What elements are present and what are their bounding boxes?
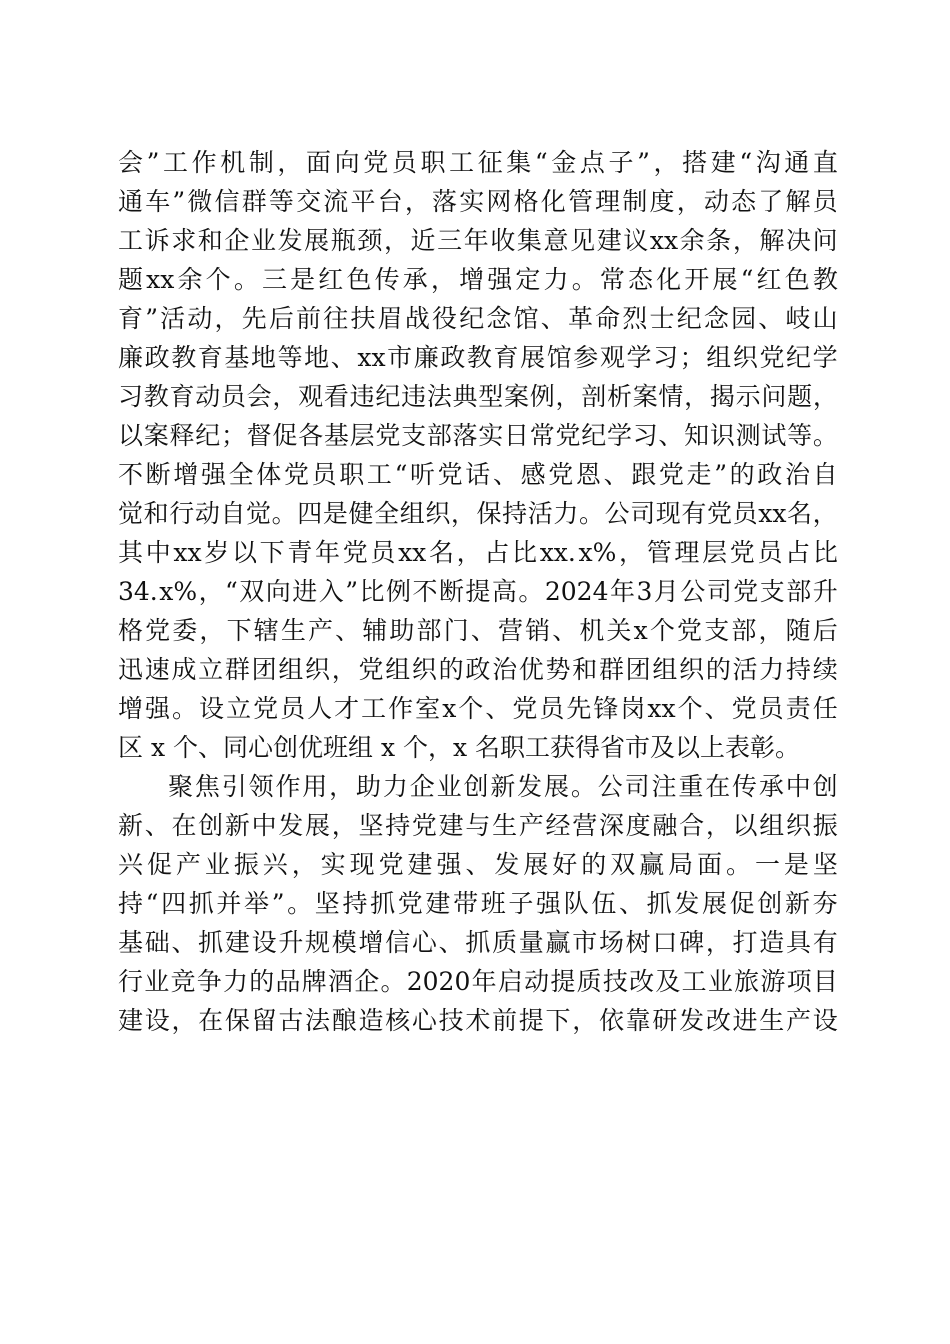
text-line: 新 、 在 创 新 中 发 展 ， 坚 持 党 建 与 生 产 经 营 深 度 融 合 ， 以 组 织 振: [118, 811, 838, 840]
text-line: 工 诉 求 和 企 业 发 展 瓶 颈 ， 近 三 年 收 集 意 见 建 议 xx 余 条 ， 解 决 问: [118, 226, 838, 255]
text-line: 习 教 育 动 员 会 ， 观 看 违 纪 违 法 典 型 案 例 ， 剖 析 案 情 ， 揭 示 问 题 ，: [118, 382, 838, 411]
text-line: 区 x 个、同心创优班组 x 个，x 名职工获得省市及以上表彰。: [118, 733, 801, 762]
text-line: 其 中 xx 岁 以 下 青 年 党 员 xx 名 ， 占 比 xx. x% ， 管 理 层 党 员 占 比: [118, 538, 838, 567]
text-line: 不 断 增 强 全 体 党 员 职 工 “ 听 党 话 、 感 党 恩 、 跟 党 走 ” 的 政 治 自: [118, 460, 838, 489]
text-line: 廉 政 教 育 基 地 等 地 、 xx 市 廉 政 教 育 展 馆 参 观 学 习 ； 组 织 党 纪 学: [118, 343, 838, 372]
text-line: 会 ” 工 作 机 制 ， 面 向 党 员 职 工 征 集 “ 金 点 子 ” ， 搭 建 “ 沟 通 直: [118, 148, 838, 177]
text-line: 通 车 ” 微 信 群 等 交 流 平 台 ， 落 实 网 格 化 管 理 制 度 ， 动 态 了 解 员: [118, 187, 838, 216]
text-line: 增 强 。 设 立 党 员 人 才 工 作 室 x 个 、 党 员 先 锋 岗 xx 个 、 党 员 责 任: [118, 694, 838, 723]
text-line: 迅 速 成 立 群 团 组 织 ， 党 组 织 的 政 治 优 势 和 群 团 组 织 的 活 力 持 续: [118, 655, 838, 684]
text-line: 以 案 释 纪 ； 督 促 各 基 层 党 支 部 落 实 日 常 党 纪 学 习 、 知 识 测 试 等 。: [118, 421, 838, 450]
text-line: 行 业 竞 争 力 的 品 牌 酒 企 。 2020 年 启 动 提 质 技 改 及 工 业 旅 游 项 目: [118, 967, 838, 996]
text-line: 育 ” 活 动 ， 先 后 前 往 扶 眉 战 役 纪 念 馆 、 革 命 烈 士 纪 念 园 、 岐 山: [118, 304, 838, 333]
text-line: 觉 和 行 动 自 觉 。 四 是 健 全 组 织 ， 保 持 活 力 。 公 司 现 有 党 员 xx 名 ，: [118, 499, 838, 528]
text-line: 建 设 ， 在 保 留 古 法 酿 造 核 心 技 术 前 提 下 ， 依 靠 研 发 改 进 生 产 设: [118, 1006, 838, 1035]
text-line: 题 xx 余 个 。 三 是 红 色 传 承 ， 增 强 定 力 。 常 态 化 开 展 “ 红 色 教: [118, 265, 838, 294]
paragraph-first-line: 聚 焦 引 领 作 用 ， 助 力 企 业 创 新 发 展 。 公 司 注 重 在 传 承 中 创: [168, 772, 838, 801]
document-body: [118, 143, 838, 1040]
text-line: 持 “ 四 抓 并 举 ” 。 坚 持 抓 党 建 带 班 子 强 队 伍 、 抓 发 展 促 创 新 夯: [118, 889, 838, 918]
text-line: 基 础 、 抓 建 设 升 规 模 增 信 心 、 抓 质 量 赢 市 场 树 口 碑 ， 打 造 具 有: [118, 928, 838, 957]
text-line: 兴 促 产 业 振 兴 ， 实 现 党 建 强 、 发 展 好 的 双 赢 局 面 。 一 是 坚: [118, 850, 838, 879]
text-line: 34. x% ， “ 双 向 进 入 ” 比 例 不 断 提 高 。 2024 年 3 月 公 司 党 支 部 升: [118, 577, 838, 606]
text-line: 格 党 委 ， 下 辖 生 产 、 辅 助 部 门 、 营 销 、 机 关 x 个 党 支 部 ， 随 后: [118, 616, 838, 645]
